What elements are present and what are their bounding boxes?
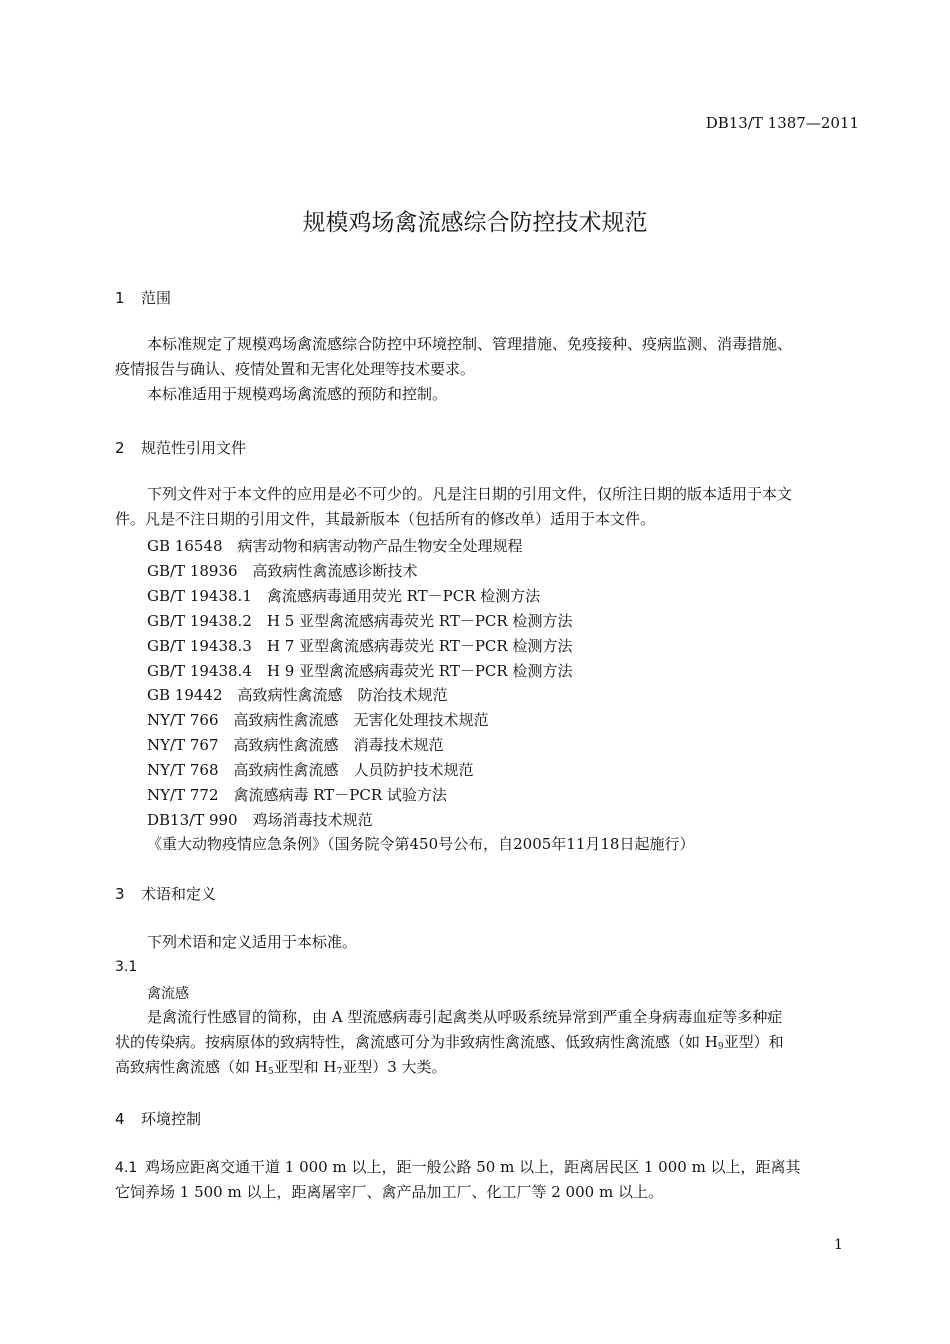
subscript: 9: [717, 1042, 724, 1052]
clause-number: 4.1: [115, 1160, 138, 1176]
reference-item: DB13/T 990 鸡场消毒技术规范: [147, 811, 373, 829]
paragraph-line: [115, 1155, 801, 1181]
reference-item: GB/T 19438.1 禽流感病毒通用荧光 RT－PCR 检测方法: [147, 587, 541, 605]
subscript: 5: [267, 1067, 274, 1077]
paragraph-line: [115, 1055, 447, 1085]
section-number: 2: [115, 439, 125, 457]
text-span: 亚型和 H: [273, 1058, 337, 1076]
text-span: 高致病性禽流感（如 H: [115, 1058, 268, 1076]
paragraph-line: 本标准适用于规模鸡场禽流感的预防和控制。: [147, 385, 448, 403]
section-number: 3: [115, 885, 125, 903]
text-span: 鸡场应距离交通干道 1 000 m 以上，距一般公路 50 m 以上，距离居民区 1 000 m 以上，距离其: [145, 1158, 801, 1176]
section-title: 环境控制: [141, 1110, 202, 1128]
reference-item: GB/T 19438.3 H 7 亚型禽流感病毒荧光 RT－PCR 检测方法: [147, 637, 573, 655]
paragraph-line: 件。凡是不注日期的引用文件，其最新版本（包括所有的修改单）适用于本文件。: [115, 510, 656, 528]
paragraph-line: 疫情报告与确认、疫情处置和无害化处理等技术要求。: [115, 360, 476, 378]
reference-item: GB/T 19438.4 H 9 亚型禽流感病毒荧光 RT－PCR 检测方法: [147, 662, 573, 680]
section-number: 1: [115, 289, 125, 307]
text-span: 亚型）3 大类。: [342, 1058, 447, 1076]
page-title: 规模鸡场禽流感综合防控技术规范: [302, 210, 648, 236]
term-number: 3.1: [115, 959, 138, 975]
section-title: 术语和定义: [141, 885, 217, 903]
reference-item: 《重大动物疫情应急条例》（国务院令第450号公布，自2005年11月18日起施行）: [147, 835, 695, 853]
text-span: 状的传染病。按病原体的致病特性，禽流感可分为非致病性禽流感、低致病性禽流感（如 H: [115, 1033, 718, 1051]
paragraph-line: 本标准规定了规模鸡场禽流感综合防控中环境控制、管理措施、免疫接种、疫病监测、消毒措施、: [147, 335, 793, 353]
page-number: 1: [834, 1237, 843, 1253]
subscript: 7: [336, 1067, 343, 1077]
reference-item: GB/T 19438.2 H 5 亚型禽流感病毒荧光 RT－PCR 检测方法: [147, 612, 573, 630]
section-3-heading: [115, 883, 216, 904]
paragraph-line: 下列文件对于本文件的应用是必不可少的。凡是注日期的引用文件，仅所注日期的版本适用于本文: [147, 485, 793, 503]
paragraph-line: 是禽流行性感冒的简称，由 A 型流感病毒引起禽类从呼吸系统异常到严重全身病毒血症等多种症: [147, 1008, 783, 1026]
paragraph-line: 它饲养场 1 500 m 以上，距离屠宰厂、禽产品加工厂、化工厂等 2 000 m 以上。: [115, 1183, 663, 1201]
text-span: 亚型）和: [723, 1033, 784, 1051]
paragraph-line: 下列术语和定义适用于本标准。: [147, 933, 358, 951]
section-2-heading: [115, 437, 246, 458]
reference-item: GB 19442 高致病性禽流感 防治技术规范: [147, 686, 448, 704]
section-title: 范围: [141, 289, 172, 307]
section-4-heading: [115, 1108, 201, 1129]
standard-code: DB13/T 1387—2011: [705, 114, 859, 132]
reference-item: NY/T 768 高致病性禽流感 人员防护技术规范: [147, 761, 474, 779]
reference-item: NY/T 772 禽流感病毒 RT－PCR 试验方法: [147, 786, 447, 804]
reference-item: NY/T 766 高致病性禽流感 无害化处理技术规范: [147, 711, 489, 729]
section-number: 4: [115, 1110, 125, 1128]
reference-item: GB/T 18936 高致病性禽流感诊断技术: [147, 562, 418, 580]
term-name: 禽流感: [147, 986, 189, 1002]
section-title: 规范性引用文件: [141, 439, 247, 457]
section-1-heading: [115, 287, 171, 308]
reference-item: NY/T 767 高致病性禽流感 消毒技术规范: [147, 736, 444, 754]
reference-item: GB 16548 病害动物和病害动物产品生物安全处理规程: [147, 537, 523, 555]
